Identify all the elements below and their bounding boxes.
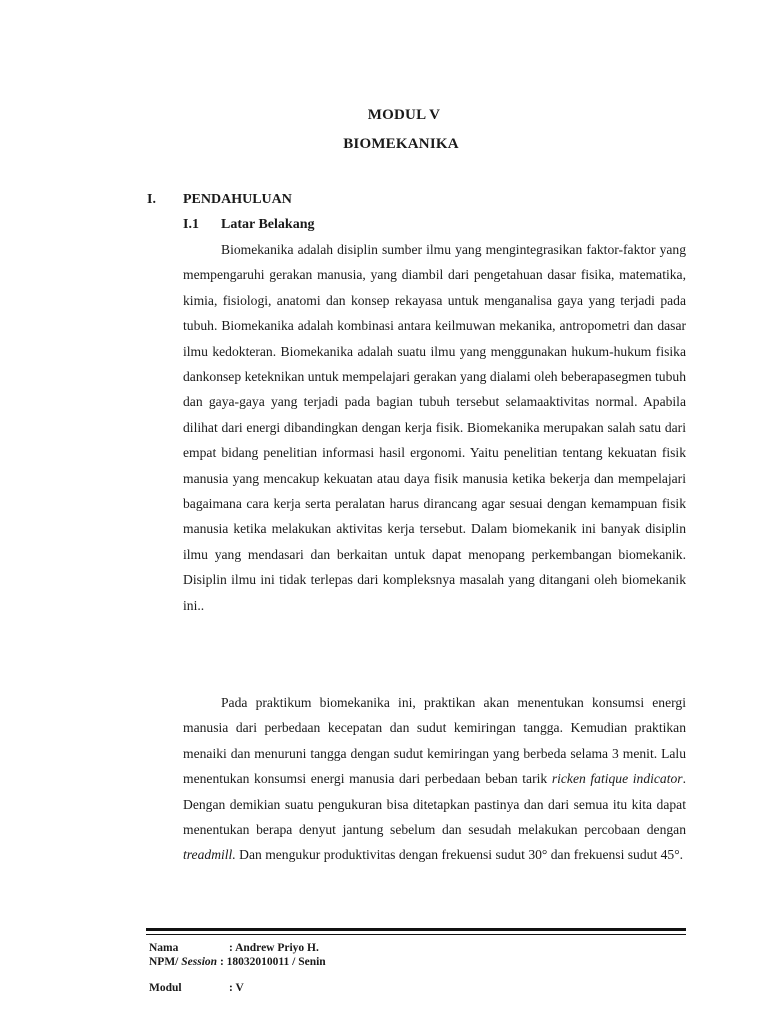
footer-nama-row: [149, 941, 319, 955]
paragraph-2-text-c: Dan mengukur produktivitas dengan frekuensi sudut 30° dan frekuensi sudut 45°.: [235, 847, 684, 863]
module-title: MODUL V: [367, 107, 441, 123]
paragraph-1: Biomekanika adalah disiplin sumber ilmu yang mengintegrasikan faktor-faktor yang mempengaruhi gerakan manusia, yang diambil dari pengetahuan dasar fisika, matematika, kimia, fisiologi, anatomi dan konsep rekayasa untuk menganalisa gaya yang terjadi pada tubuh. Biomekanika adalah kombinasi antara keilmuwan mekanika, antropometri dan dasar ilmu kedokteran. Biomekanika adalah suatu ilmu yang menggunakan hukum-hukum fisika dankonsep keteknikan untuk mempelajari gerakan yang dialami oleh beberapasegmen tubuh dan gaya-gaya yang terjadi pada bagian tubuh tersebut selamaaktivitas normal. Apabila dilihat dari energi dibandingkan dengan kerja fisik. Biomekanika merupakan salah satu dari empat bidang penelitian informasi hasil ergonomi. Yaitu penelitian tentang kekuatan fisik manusia yang mencakup kekuatan atau daya fisik manusia ketika bekerja dan mempelajari bagaimana cara kerja serta peralatan harus dirancang agar sesuai dengan kemampuan fisik manusia ketika melakukan aktivitas kerja tersebut. Dalam biomekanik ini banyak disiplin ilmu yang mendasari dan berkaitan untuk dapat menopang perkembangan biomekanik. Disiplin ilmu ini tidak terlepas dari kompleksnya masalah yang ditangani oleh biomekanik ini..: [183, 242, 686, 613]
footer-nama-value: : Andrew Priyo H.: [229, 942, 319, 954]
footer-session-label: Session: [181, 956, 218, 968]
footer-divider-thick: [146, 928, 686, 931]
section-number: I.: [147, 192, 156, 207]
module-subtitle: BIOMEKANIKA: [343, 136, 459, 152]
paragraph-2-italic-term-2: treadmill.: [183, 847, 236, 863]
paragraph-2-italic-term-1: ricken fatique indicator: [551, 771, 683, 787]
footer-modul-label: Modul: [149, 982, 182, 994]
footer-npm-row: [149, 955, 326, 969]
paragraph-2-text-a: Pada praktikum biomekanika ini, praktikan akan menentukan konsumsi energi manusia dari perbedaan kecepatan dan sudut kemiringan tangga. Kemudian praktikan menaiki dan menuruni tangga dengan sudut kemiringan yang berbeda selama 3 menit. Lalu menentukan konsumsi energi manusia dari perbedaan beban tarik: [183, 695, 686, 787]
subsection-number: I.1: [183, 217, 199, 232]
paragraph-2-text-b: . Dengan demikian suatu pengukuran bisa ditetapkan pastinya dan dari semua itu kita dapat menentukan berapa denyut jantung sebelum dan sesudah melakukan percobaan dengan: [183, 771, 686, 838]
subsection-title: Latar Belakang: [221, 217, 315, 232]
footer-npm-label: [149, 955, 217, 969]
paragraph-1-block: [183, 237, 686, 618]
footer-modul-row: [149, 981, 244, 995]
footer-npm-label-text: NPM/: [149, 956, 182, 968]
footer-divider-thin: [146, 934, 686, 935]
paragraph-2-block: [183, 690, 686, 868]
footer-npm-value: : 18032010011 / Senin: [217, 956, 326, 968]
footer-nama-label: Nama: [149, 942, 179, 954]
footer-modul-value: : V: [229, 982, 244, 994]
section-title: PENDAHULUAN: [183, 192, 292, 207]
paragraph-2: [183, 690, 686, 868]
